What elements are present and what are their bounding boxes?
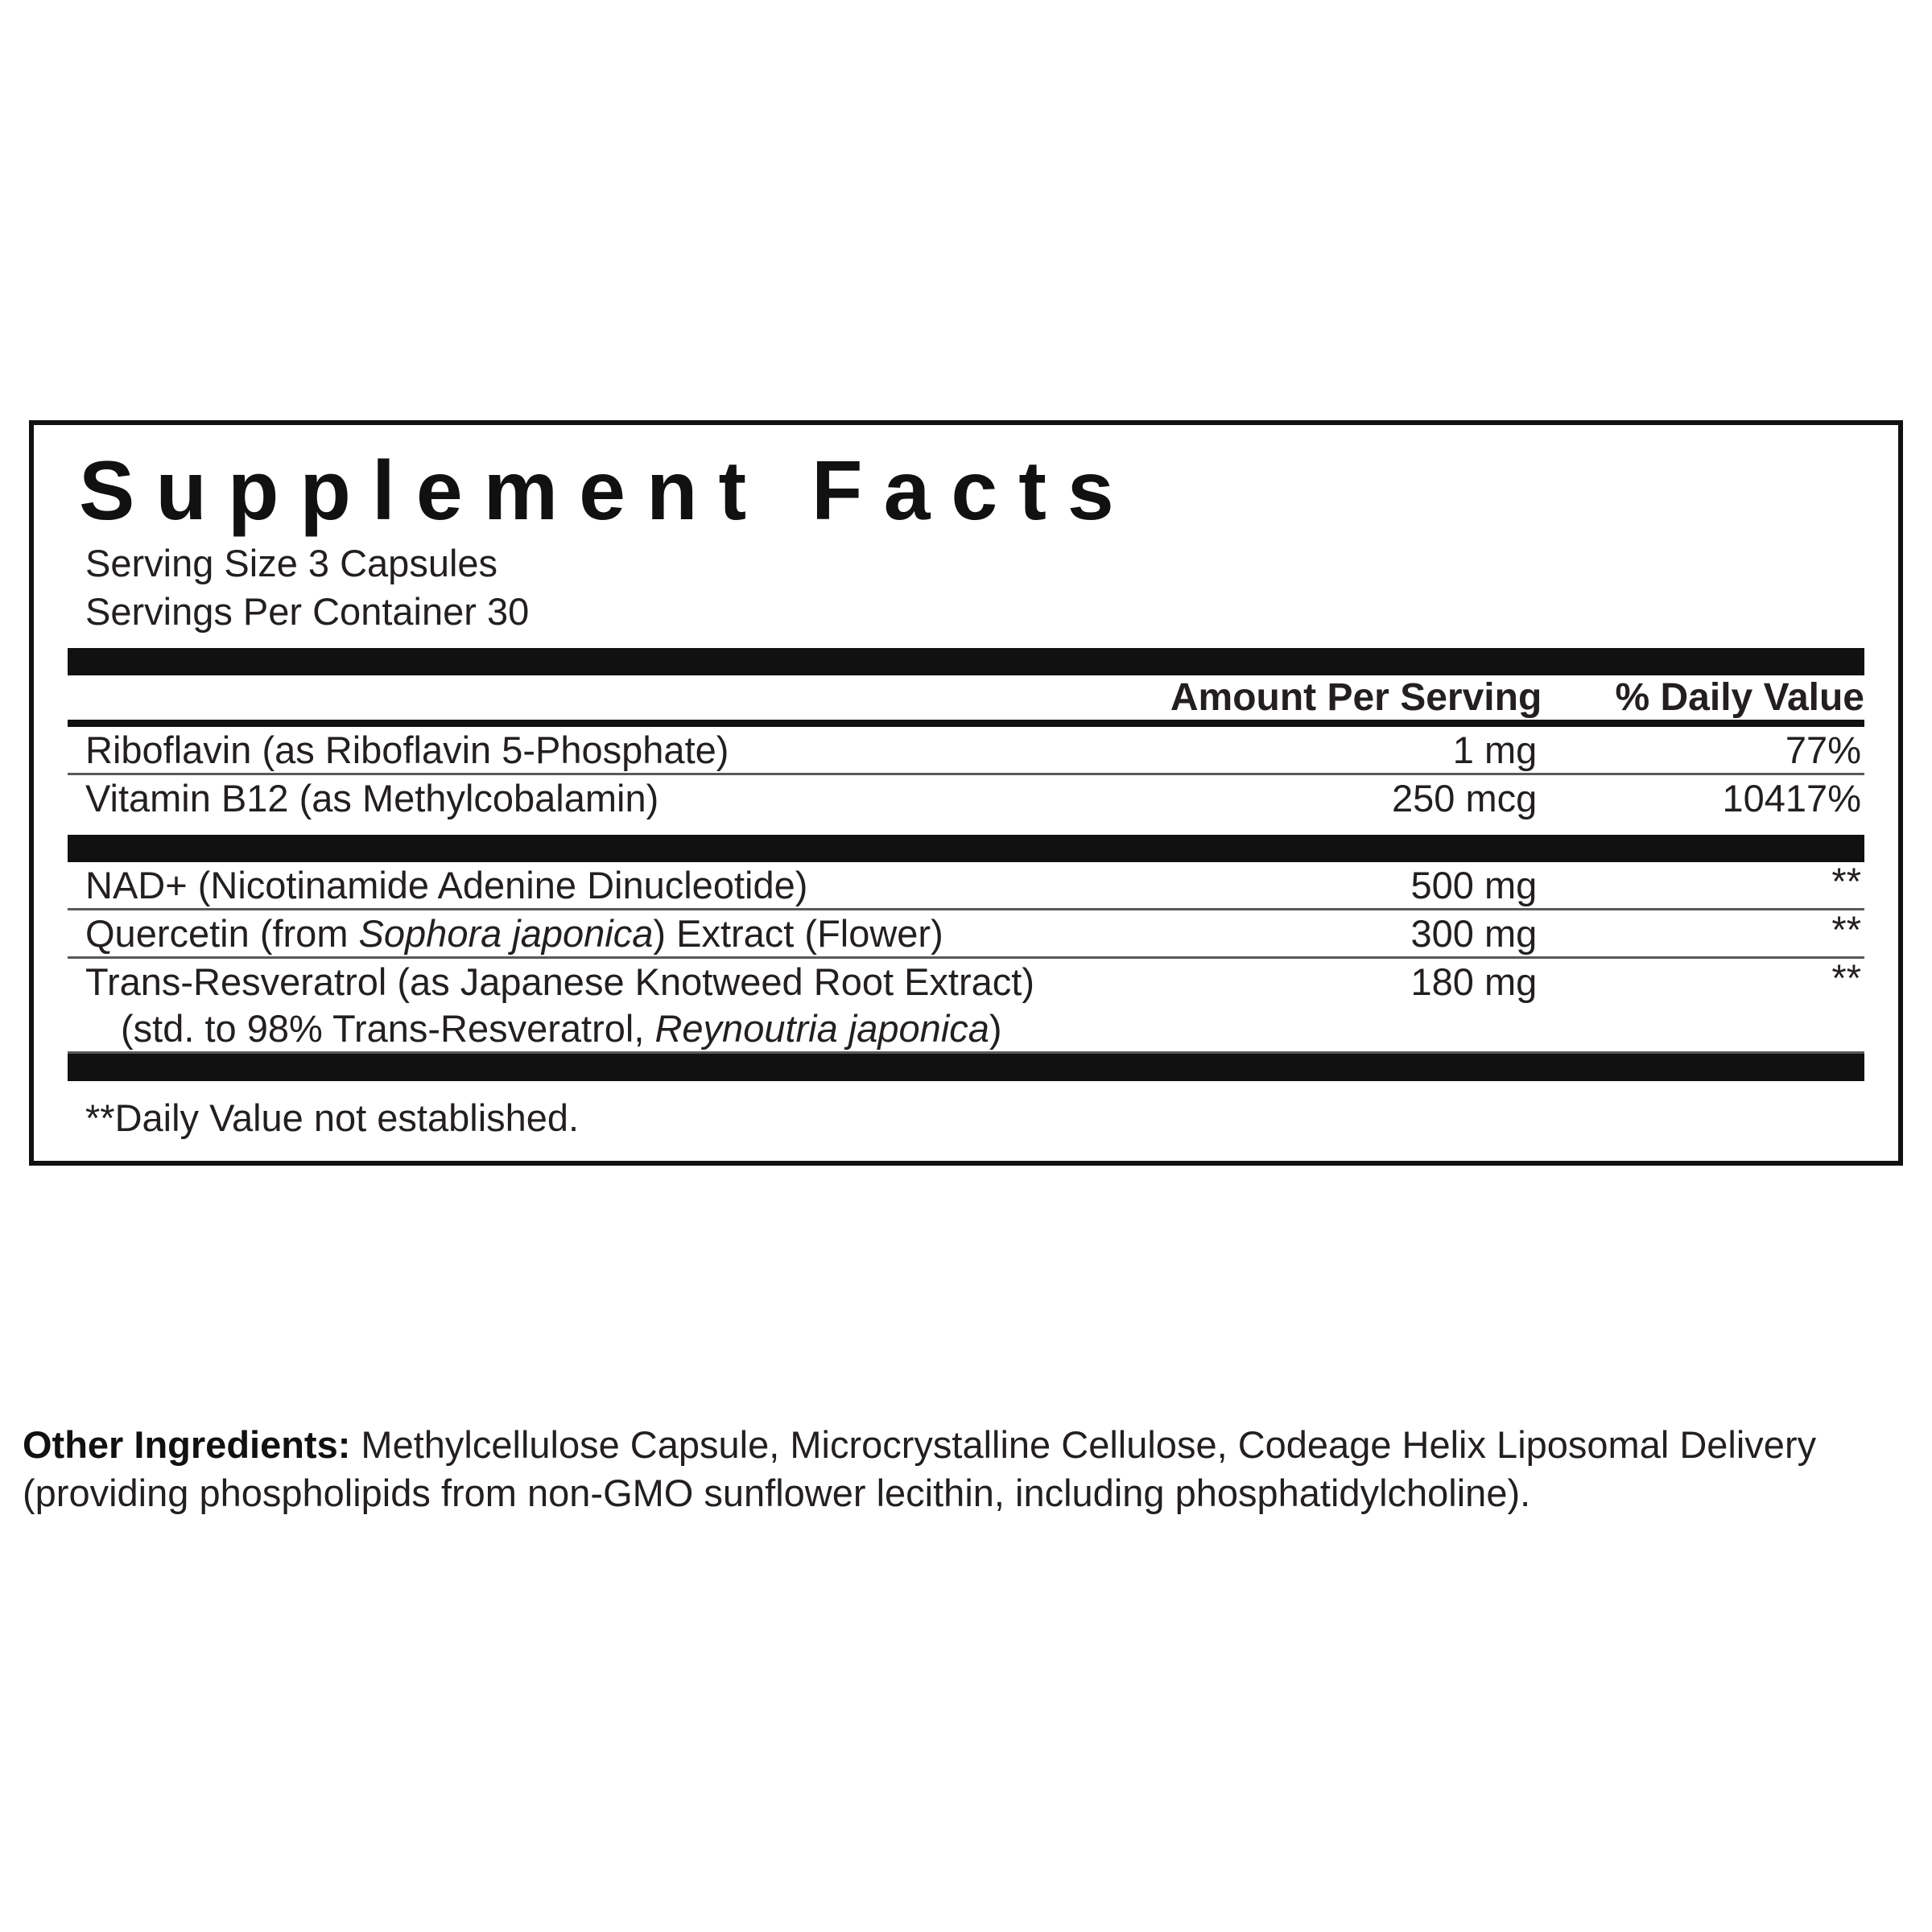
serving-size: Serving Size 3 Capsules <box>85 542 498 585</box>
nutrient-daily-value: 10417% <box>1722 777 1861 820</box>
nutrient-name: Riboflavin (as Riboflavin 5-Phosphate) <box>85 728 729 771</box>
header-nutrient <box>68 675 1074 720</box>
facts-table-secondary <box>68 859 1864 1054</box>
nutrient-daily-value: 77% <box>1785 728 1861 771</box>
divider-bar-bottom <box>68 1054 1864 1081</box>
nutrient-amount: 500 mg <box>1410 863 1538 906</box>
nutrient-daily-value: ** <box>1831 956 1861 1000</box>
header-amount-per-serving: Amount Per Serving <box>1170 675 1542 719</box>
servings-per-container: Servings Per Container 30 <box>85 589 530 633</box>
table-row <box>68 727 1864 773</box>
nutrient-name <box>68 910 1074 956</box>
facts-table <box>68 675 1864 822</box>
supplement-facts-panel <box>29 420 1903 1166</box>
rule-row <box>68 720 1864 727</box>
other-ingredients <box>23 1421 1914 1517</box>
table-row <box>68 910 1864 956</box>
nutrient-amount: 300 mg <box>1410 911 1538 955</box>
nutrient-name-main: Trans-Resveratrol (as Japanese Knotweed Root Extract) <box>85 960 1034 1004</box>
other-ingredients-label: Other Ingredients: <box>23 1423 351 1466</box>
table-header-row <box>68 675 1864 720</box>
table-row <box>68 959 1864 1051</box>
panel-title: Supplement Facts <box>79 444 1135 538</box>
nutrient-amount: 1 mg <box>1452 728 1538 771</box>
table-row <box>68 862 1864 908</box>
header-daily-value: % Daily Value <box>1615 675 1864 719</box>
nutrient-amount: 180 mg <box>1410 960 1538 1004</box>
other-ingredients-text: Methylcellulose Capsule, Microcrystalline Cellulose, Codeage Helix Liposomal Delivery (providing phospholipids from non-GMO sunflower lecithin, including phosphatidylcholine). <box>23 1423 1817 1515</box>
nutrient-name: NAD+ (Nicotinamide Adenine Dinucleotide) <box>85 863 808 906</box>
daily-value-footnote: **Daily Value not established. <box>85 1096 580 1139</box>
nutrient-name-sub-botanical: Reynoutria japonica <box>654 1006 989 1050</box>
nutrient-name <box>68 959 1074 1051</box>
nutrient-name-suffix: ) Extract (Flower) <box>653 911 943 955</box>
nutrient-name-standardization <box>85 1005 1074 1051</box>
nutrient-name-prefix: Quercetin (from <box>85 911 359 955</box>
rule-heavy <box>68 720 1864 727</box>
divider-bar-top <box>68 648 1864 675</box>
nutrient-name-sub-suffix: ) <box>989 1006 1002 1050</box>
nutrient-name-sub-prefix: (std. to 98% Trans-Resveratrol, <box>121 1006 655 1050</box>
table-row <box>68 775 1864 821</box>
nutrient-name: Vitamin B12 (as Methylcobalamin) <box>85 777 659 820</box>
nutrient-daily-value: ** <box>1831 859 1861 902</box>
divider-bar-middle <box>68 835 1864 862</box>
nutrient-name-botanical: Sophora japonica <box>358 911 654 955</box>
nutrient-daily-value: ** <box>1831 907 1861 951</box>
nutrient-amount: 250 mcg <box>1391 777 1538 820</box>
